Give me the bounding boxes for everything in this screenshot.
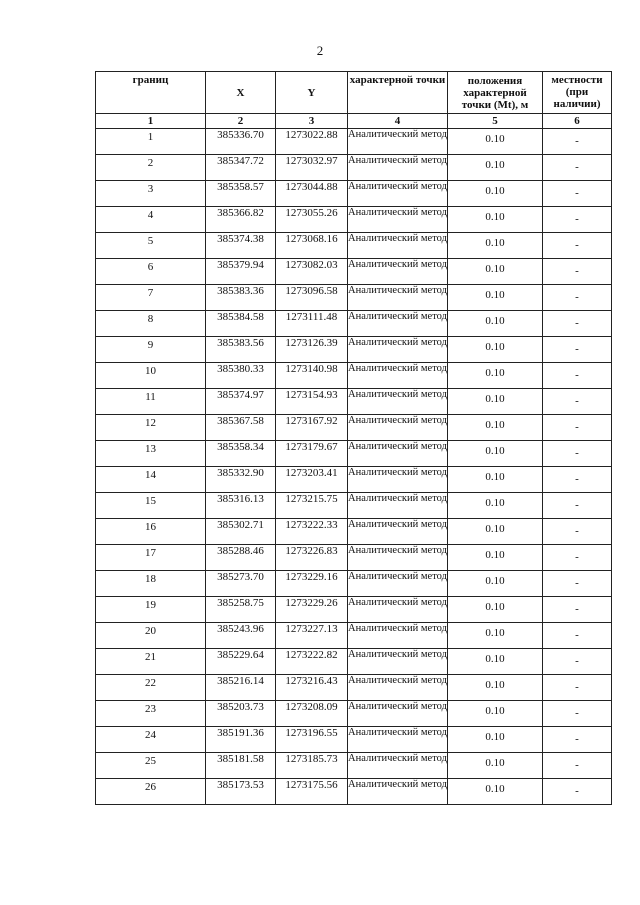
method-cell: Аналитический метод — [348, 155, 448, 181]
y-coordinate-cell: 1273055.26 — [276, 207, 348, 233]
point-number-cell: 24 — [96, 727, 206, 753]
method-cell: Аналитический метод — [348, 571, 448, 597]
method-cell: Аналитический метод — [348, 129, 448, 155]
table-row — [96, 779, 612, 805]
coordinates-table — [95, 71, 612, 805]
method-cell: Аналитический метод — [348, 675, 448, 701]
table-row — [96, 389, 612, 415]
x-coordinate-cell: 385347.72 — [206, 155, 276, 181]
y-coordinate-cell: 1273154.93 — [276, 389, 348, 415]
method-cell: Аналитический метод — [348, 467, 448, 493]
accuracy-cell: 0.10 — [448, 467, 543, 493]
accuracy-cell: 0.10 — [448, 545, 543, 571]
header-x: X — [206, 72, 276, 114]
x-coordinate-cell: 385191.36 — [206, 727, 276, 753]
column-number: 5 — [448, 114, 543, 129]
x-coordinate-cell: 385173.53 — [206, 779, 276, 805]
x-coordinate-cell: 385358.57 — [206, 181, 276, 207]
location-description-cell: - — [543, 233, 612, 259]
point-number-cell: 21 — [96, 649, 206, 675]
point-number-cell: 20 — [96, 623, 206, 649]
location-description-cell: - — [543, 727, 612, 753]
accuracy-cell: 0.10 — [448, 311, 543, 337]
accuracy-cell: 0.10 — [448, 181, 543, 207]
method-cell: Аналитический метод — [348, 701, 448, 727]
y-coordinate-cell: 1273185.73 — [276, 753, 348, 779]
accuracy-cell: 0.10 — [448, 337, 543, 363]
x-coordinate-cell: 385383.56 — [206, 337, 276, 363]
table-row — [96, 649, 612, 675]
method-cell: Аналитический метод — [348, 363, 448, 389]
location-description-cell: - — [543, 779, 612, 805]
accuracy-cell: 0.10 — [448, 415, 543, 441]
point-number-cell: 7 — [96, 285, 206, 311]
x-coordinate-cell: 385273.70 — [206, 571, 276, 597]
point-number-cell: 11 — [96, 389, 206, 415]
method-cell: Аналитический метод — [348, 441, 448, 467]
accuracy-cell: 0.10 — [448, 779, 543, 805]
table-row — [96, 519, 612, 545]
y-coordinate-cell: 1273222.82 — [276, 649, 348, 675]
y-coordinate-cell: 1273167.92 — [276, 415, 348, 441]
x-coordinate-cell: 385384.58 — [206, 311, 276, 337]
x-coordinate-cell: 385203.73 — [206, 701, 276, 727]
y-coordinate-cell: 1273032.97 — [276, 155, 348, 181]
x-coordinate-cell: 385383.36 — [206, 285, 276, 311]
accuracy-cell: 0.10 — [448, 259, 543, 285]
table-row — [96, 311, 612, 337]
x-coordinate-cell: 385229.64 — [206, 649, 276, 675]
x-coordinate-cell: 385374.38 — [206, 233, 276, 259]
method-cell: Аналитический метод — [348, 649, 448, 675]
x-coordinate-cell: 385336.70 — [206, 129, 276, 155]
accuracy-cell: 0.10 — [448, 389, 543, 415]
header-y: Y — [276, 72, 348, 114]
table-row — [96, 571, 612, 597]
accuracy-cell: 0.10 — [448, 363, 543, 389]
location-description-cell: - — [543, 259, 612, 285]
table-row — [96, 129, 612, 155]
table-row — [96, 155, 612, 181]
y-coordinate-cell: 1273216.43 — [276, 675, 348, 701]
table-row — [96, 623, 612, 649]
accuracy-cell: 0.10 — [448, 207, 543, 233]
y-coordinate-cell: 1273140.98 — [276, 363, 348, 389]
point-number-cell: 6 — [96, 259, 206, 285]
column-number: 4 — [348, 114, 448, 129]
accuracy-cell: 0.10 — [448, 155, 543, 181]
header-location: местности (при наличии) — [543, 72, 612, 114]
accuracy-cell: 0.10 — [448, 649, 543, 675]
accuracy-cell: 0.10 — [448, 129, 543, 155]
y-coordinate-cell: 1273044.88 — [276, 181, 348, 207]
accuracy-cell: 0.10 — [448, 285, 543, 311]
method-cell: Аналитический метод — [348, 493, 448, 519]
location-description-cell: - — [543, 415, 612, 441]
header-accuracy: положения характерной точки (Mt), м — [448, 72, 543, 114]
x-coordinate-cell: 385358.34 — [206, 441, 276, 467]
location-description-cell: - — [543, 701, 612, 727]
method-cell: Аналитический метод — [348, 415, 448, 441]
location-description-cell: - — [543, 129, 612, 155]
point-number-cell: 23 — [96, 701, 206, 727]
location-description-cell: - — [543, 389, 612, 415]
table-row — [96, 337, 612, 363]
table-row — [96, 727, 612, 753]
location-description-cell: - — [543, 597, 612, 623]
accuracy-cell: 0.10 — [448, 753, 543, 779]
point-number-cell: 14 — [96, 467, 206, 493]
table-row — [96, 181, 612, 207]
location-description-cell: - — [543, 467, 612, 493]
location-description-cell: - — [543, 571, 612, 597]
table-row — [96, 597, 612, 623]
table-row — [96, 207, 612, 233]
table-row — [96, 233, 612, 259]
method-cell: Аналитический метод — [348, 389, 448, 415]
y-coordinate-cell: 1273096.58 — [276, 285, 348, 311]
method-cell: Аналитический метод — [348, 545, 448, 571]
x-coordinate-cell: 385258.75 — [206, 597, 276, 623]
method-cell: Аналитический метод — [348, 753, 448, 779]
point-number-cell: 16 — [96, 519, 206, 545]
x-coordinate-cell: 385367.58 — [206, 415, 276, 441]
column-number: 6 — [543, 114, 612, 129]
y-coordinate-cell: 1273022.88 — [276, 129, 348, 155]
method-cell: Аналитический метод — [348, 285, 448, 311]
column-number-row — [96, 114, 612, 129]
point-number-cell: 17 — [96, 545, 206, 571]
method-cell: Аналитический метод — [348, 181, 448, 207]
y-coordinate-cell: 1273179.67 — [276, 441, 348, 467]
x-coordinate-cell: 385181.58 — [206, 753, 276, 779]
y-coordinate-cell: 1273229.16 — [276, 571, 348, 597]
y-coordinate-cell: 1273068.16 — [276, 233, 348, 259]
method-cell: Аналитический метод — [348, 519, 448, 545]
method-cell: Аналитический метод — [348, 259, 448, 285]
location-description-cell: - — [543, 155, 612, 181]
y-coordinate-cell: 1273203.41 — [276, 467, 348, 493]
table-body — [96, 129, 612, 805]
x-coordinate-cell: 385380.33 — [206, 363, 276, 389]
accuracy-cell: 0.10 — [448, 597, 543, 623]
table-row — [96, 285, 612, 311]
column-number: 2 — [206, 114, 276, 129]
y-coordinate-cell: 1273208.09 — [276, 701, 348, 727]
table-row — [96, 701, 612, 727]
method-cell: Аналитический метод — [348, 623, 448, 649]
x-coordinate-cell: 385379.94 — [206, 259, 276, 285]
location-description-cell: - — [543, 493, 612, 519]
x-coordinate-cell: 385302.71 — [206, 519, 276, 545]
location-description-cell: - — [543, 207, 612, 233]
point-number-cell: 10 — [96, 363, 206, 389]
point-number-cell: 3 — [96, 181, 206, 207]
header-borders: границ — [96, 72, 206, 114]
point-number-cell: 19 — [96, 597, 206, 623]
method-cell: Аналитический метод — [348, 337, 448, 363]
y-coordinate-cell: 1273111.48 — [276, 311, 348, 337]
table-row — [96, 415, 612, 441]
point-number-cell: 12 — [96, 415, 206, 441]
x-coordinate-cell: 385366.82 — [206, 207, 276, 233]
method-cell: Аналитический метод — [348, 727, 448, 753]
point-number-cell: 13 — [96, 441, 206, 467]
accuracy-cell: 0.10 — [448, 675, 543, 701]
point-number-cell: 4 — [96, 207, 206, 233]
location-description-cell: - — [543, 285, 612, 311]
location-description-cell: - — [543, 623, 612, 649]
accuracy-cell: 0.10 — [448, 493, 543, 519]
accuracy-cell: 0.10 — [448, 441, 543, 467]
accuracy-cell: 0.10 — [448, 519, 543, 545]
y-coordinate-cell: 1273126.39 — [276, 337, 348, 363]
point-number-cell: 8 — [96, 311, 206, 337]
accuracy-cell: 0.10 — [448, 623, 543, 649]
method-cell: Аналитический метод — [348, 597, 448, 623]
point-number-cell: 9 — [96, 337, 206, 363]
y-coordinate-cell: 1273226.83 — [276, 545, 348, 571]
table-row — [96, 441, 612, 467]
table-row — [96, 493, 612, 519]
point-number-cell: 1 — [96, 129, 206, 155]
table-row — [96, 467, 612, 493]
point-number-cell: 26 — [96, 779, 206, 805]
point-number-cell: 22 — [96, 675, 206, 701]
point-number-cell: 5 — [96, 233, 206, 259]
y-coordinate-cell: 1273082.03 — [276, 259, 348, 285]
x-coordinate-cell: 385332.90 — [206, 467, 276, 493]
table-row — [96, 259, 612, 285]
table-row — [96, 675, 612, 701]
point-number-cell: 2 — [96, 155, 206, 181]
y-coordinate-cell: 1273229.26 — [276, 597, 348, 623]
accuracy-cell: 0.10 — [448, 233, 543, 259]
column-number: 3 — [276, 114, 348, 129]
table-row — [96, 545, 612, 571]
accuracy-cell: 0.10 — [448, 727, 543, 753]
table-header-row — [96, 72, 612, 114]
header-method: характерной точки — [348, 72, 448, 114]
point-number-cell: 25 — [96, 753, 206, 779]
x-coordinate-cell: 385316.13 — [206, 493, 276, 519]
point-number-cell: 18 — [96, 571, 206, 597]
point-number-cell: 15 — [96, 493, 206, 519]
method-cell: Аналитический метод — [348, 233, 448, 259]
method-cell: Аналитический метод — [348, 311, 448, 337]
location-description-cell: - — [543, 311, 612, 337]
location-description-cell: - — [543, 649, 612, 675]
method-cell: Аналитический метод — [348, 779, 448, 805]
accuracy-cell: 0.10 — [448, 571, 543, 597]
x-coordinate-cell: 385374.97 — [206, 389, 276, 415]
y-coordinate-cell: 1273175.56 — [276, 779, 348, 805]
accuracy-cell: 0.10 — [448, 701, 543, 727]
y-coordinate-cell: 1273227.13 — [276, 623, 348, 649]
column-number: 1 — [96, 114, 206, 129]
y-coordinate-cell: 1273222.33 — [276, 519, 348, 545]
location-description-cell: - — [543, 337, 612, 363]
x-coordinate-cell: 385216.14 — [206, 675, 276, 701]
location-description-cell: - — [543, 181, 612, 207]
location-description-cell: - — [543, 675, 612, 701]
x-coordinate-cell: 385288.46 — [206, 545, 276, 571]
method-cell: Аналитический метод — [348, 207, 448, 233]
location-description-cell: - — [543, 753, 612, 779]
location-description-cell: - — [543, 519, 612, 545]
table-row — [96, 753, 612, 779]
table-row — [96, 363, 612, 389]
x-coordinate-cell: 385243.96 — [206, 623, 276, 649]
y-coordinate-cell: 1273196.55 — [276, 727, 348, 753]
y-coordinate-cell: 1273215.75 — [276, 493, 348, 519]
page-number: 2 — [316, 43, 324, 58]
location-description-cell: - — [543, 441, 612, 467]
location-description-cell: - — [543, 545, 612, 571]
location-description-cell: - — [543, 363, 612, 389]
